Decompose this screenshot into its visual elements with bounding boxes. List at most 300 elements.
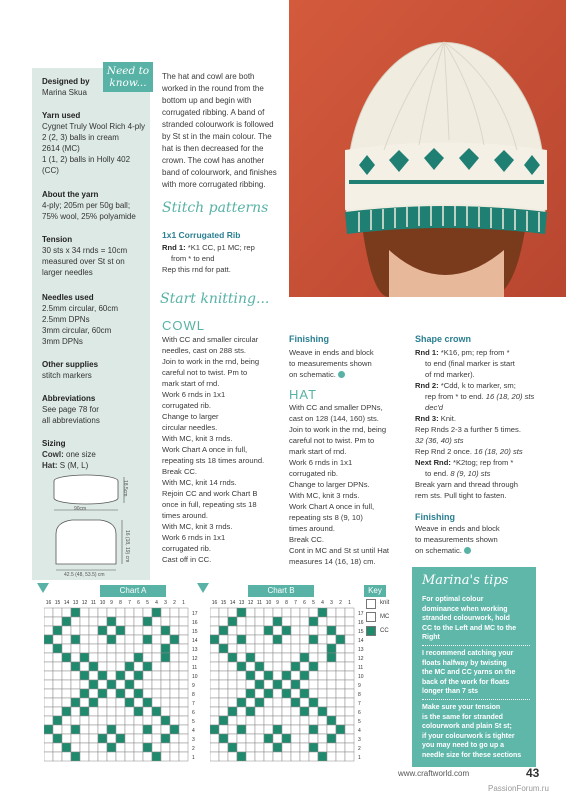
- end-dot-icon: [464, 547, 471, 554]
- chart-b-cell: [318, 743, 327, 752]
- chart-b-cell: [309, 626, 318, 635]
- chart-a-cell: [71, 671, 80, 680]
- chart-a-cell: [143, 752, 152, 761]
- chart-a-cell: [80, 707, 89, 716]
- chart-b-cell: [336, 626, 345, 635]
- chart-b-cell: [300, 680, 309, 689]
- chart-a-cell: [152, 725, 161, 734]
- cowl-line: careful not to twist. Pm to: [162, 368, 248, 377]
- chart-b-cell: [309, 671, 318, 680]
- chart-b-cell: [291, 734, 300, 743]
- chart-a-cell: [170, 689, 179, 698]
- hat-size-label: Hat:: [42, 461, 58, 470]
- chart-a-cell: [98, 734, 107, 743]
- intro-line: by St st in the main colour. The: [162, 132, 272, 141]
- chart-a-cell: [53, 653, 62, 662]
- chart-a-cell: [53, 734, 62, 743]
- chart-a-cell: [170, 644, 179, 653]
- chart-b-cell: [300, 698, 309, 707]
- cowl-line: Cast off in CC.: [162, 555, 212, 564]
- designer-name: Marina Skua: [42, 88, 87, 97]
- chart-b-cell: [210, 716, 219, 725]
- chart-b-row-number: 7: [358, 701, 361, 707]
- chart-a-cell: [62, 707, 71, 716]
- chart-b-cell: [237, 680, 246, 689]
- chart-a-cell: [98, 626, 107, 635]
- chart-a-cell: [80, 662, 89, 671]
- chart-b-cell: [210, 626, 219, 635]
- chart-b-cell: [246, 671, 255, 680]
- chart-b-cell: [246, 626, 255, 635]
- chart-a-cell: [107, 608, 116, 617]
- intro-line: bottom up and begin with: [162, 96, 252, 105]
- chart-b-cell: [228, 716, 237, 725]
- chart-b-cell: [264, 689, 273, 698]
- badge-line-1: Need to: [106, 65, 150, 77]
- chart-b-cell: [336, 743, 345, 752]
- chart-b-cell: [336, 644, 345, 653]
- chart-b-cell: [327, 743, 336, 752]
- tip-line: colourwork and plain St st;: [422, 723, 512, 730]
- cowl-line: times around.: [162, 511, 209, 520]
- chart-b-cell: [345, 662, 354, 671]
- badge-line-2: know...: [109, 77, 147, 89]
- chart-b-cell: [273, 671, 282, 680]
- chart-b-cell: [264, 752, 273, 761]
- chart-a-cell: [125, 644, 134, 653]
- chart-a-cell: [53, 725, 62, 734]
- chart-a-cell: [116, 653, 125, 662]
- chart-b-cell: [237, 698, 246, 707]
- chart-b-cell: [300, 716, 309, 725]
- chart-b-cell: [210, 725, 219, 734]
- chart-b-cell: [255, 608, 264, 617]
- chart-a-cell: [53, 680, 62, 689]
- chart-b-cell: [318, 725, 327, 734]
- chart-a-cell: [80, 617, 89, 626]
- chart-b-cell: [318, 698, 327, 707]
- crown-rnd1-label: Rnd 1:: [415, 348, 439, 357]
- yarn-line: Cygnet Truly Wool Rich 4-ply: [42, 122, 145, 131]
- chart-b-cell: [291, 707, 300, 716]
- intro-line: The hat and cowl are both: [162, 72, 255, 81]
- yarn-line: 1 (1, 2) balls in Holly 402: [42, 155, 131, 164]
- chart-a-cell: [80, 671, 89, 680]
- chart-b-cell: [273, 644, 282, 653]
- chart-b-cell: [255, 734, 264, 743]
- chart-a-cell: [80, 680, 89, 689]
- chart-a-cell: [71, 644, 80, 653]
- chart-b-cell: [309, 608, 318, 617]
- tip-line: needle size for these sections: [422, 751, 522, 759]
- hat-size-value: S (M, L): [59, 461, 89, 470]
- chart-a-cell: [125, 716, 134, 725]
- finishing-line: on schematic.: [289, 370, 336, 379]
- chart-b-row-number: 2: [358, 746, 361, 752]
- chart-a-cell: [62, 752, 71, 761]
- cowl-size: [42, 449, 150, 460]
- chart-a-cell: [143, 644, 152, 653]
- chart-a-cell: [134, 752, 143, 761]
- crown-line: *K16, pm; rep from *: [440, 348, 510, 357]
- other-supplies-section: [42, 359, 150, 381]
- chart-b-cell: [327, 752, 336, 761]
- chart-a-cell: [134, 689, 143, 698]
- chart-b-cell: [228, 662, 237, 671]
- needles-line: 2.5mm circular, 60cm: [42, 304, 119, 313]
- chart-b-cell: [237, 734, 246, 743]
- chart-b-cell: [345, 635, 354, 644]
- chart-a-cell: [53, 707, 62, 716]
- hat-line: Work Chart A once in full,: [289, 502, 375, 511]
- chart-b-cell: [291, 626, 300, 635]
- yarn-line: (CC): [42, 166, 59, 175]
- chart-b-col-number: 14: [229, 600, 236, 606]
- chart-b-cell: [237, 644, 246, 653]
- chart-b-cell: [282, 734, 291, 743]
- chart-b-cell: [291, 689, 300, 698]
- chart-a-cell: [107, 734, 116, 743]
- chart-b-cell: [336, 752, 345, 761]
- tip-line: back of the work for floats: [422, 678, 510, 686]
- chart-b-cell: [255, 716, 264, 725]
- chart-b-cell: [219, 680, 228, 689]
- chart-b-cell: [210, 644, 219, 653]
- chart-a-cell: [179, 734, 188, 743]
- chart-a-cell: [161, 671, 170, 680]
- chart-a-col-number: 12: [81, 600, 88, 606]
- chart-a-cell: [143, 626, 152, 635]
- chart-a-col-number: 16: [45, 600, 52, 606]
- chart-a-row-number: 11: [192, 665, 198, 671]
- chart-b-cell: [345, 608, 354, 617]
- chart-b-cell: [228, 743, 237, 752]
- chart-a-cell: [107, 689, 116, 698]
- chart-b-cell: [282, 716, 291, 725]
- chart-b-cell: [336, 671, 345, 680]
- chart-b-col-number: 2: [339, 600, 342, 606]
- chart-a-cell: [107, 752, 116, 761]
- chart-a-cell: [44, 716, 53, 725]
- chart-b-cell: [219, 716, 228, 725]
- chart-b-cell: [210, 707, 219, 716]
- cowl-line: Change to larger: [162, 412, 219, 421]
- tension-line: measured over St st on: [42, 257, 125, 266]
- chart-a-cell: [170, 635, 179, 644]
- chart-a-cell: [161, 752, 170, 761]
- chart-a-cell: [71, 707, 80, 716]
- chart-a-cell: [71, 626, 80, 635]
- chart-a-cell: [179, 716, 188, 725]
- chart-b-cell: [264, 680, 273, 689]
- chart-a-cell: [89, 707, 98, 716]
- chart-b-cell: [309, 698, 318, 707]
- rnd1-label: Rnd 1:: [162, 243, 186, 252]
- hat-line: mark start of rnd.: [289, 447, 347, 456]
- tip-divider: [422, 699, 530, 700]
- hat-line: With CC and smaller DPNs,: [289, 403, 383, 412]
- chart-a-cell: [98, 635, 107, 644]
- chart-b-cell: [246, 698, 255, 707]
- chart-a-cell: [179, 626, 188, 635]
- chart-b-cell: [210, 698, 219, 707]
- chart-b-cell: [318, 716, 327, 725]
- chart-a-cell: [161, 680, 170, 689]
- chart-b-cell: [282, 617, 291, 626]
- chart-b-col-number: 12: [247, 600, 254, 606]
- chart-b-cell: [336, 680, 345, 689]
- chart-a-cell: [44, 662, 53, 671]
- chart-a-cell: [125, 662, 134, 671]
- chart-a-cell: [170, 671, 179, 680]
- chart-b-cell: [255, 671, 264, 680]
- chart-a-cell: [125, 698, 134, 707]
- chart-a-col-number: 2: [173, 600, 176, 606]
- cowl-line: Work 6 rnds in 1x1: [162, 390, 226, 399]
- crown-rnd3-label: Rnd 3:: [415, 414, 439, 423]
- chart-a-cell: [143, 680, 152, 689]
- chart-a-cell: [161, 698, 170, 707]
- chart-b-cell: [228, 653, 237, 662]
- chart-b-cell: [309, 662, 318, 671]
- hat-line: corrugated rib.: [289, 469, 338, 478]
- chart-b-cell: [345, 743, 354, 752]
- chart-b-cell: [255, 680, 264, 689]
- chart-b-cell: [210, 635, 219, 644]
- chart-a-cell: [44, 671, 53, 680]
- chart-a-cell: [71, 734, 80, 743]
- chart-a-cell: [62, 743, 71, 752]
- chart-b-cell: [345, 752, 354, 761]
- chart-b-cell: [318, 707, 327, 716]
- tip-divider: [422, 645, 530, 646]
- chart-a-row-number: 1: [192, 755, 195, 761]
- corrugated-rib-heading: 1x1 Corrugated Rib: [162, 230, 241, 240]
- chart-a-col-number: 13: [72, 600, 79, 606]
- chart-b-cell: [282, 671, 291, 680]
- chart-a-cell: [134, 653, 143, 662]
- chart-b-cell: [246, 653, 255, 662]
- chart-a-cell: [152, 662, 161, 671]
- cowl-line: Rejoin CC and work Chart B: [162, 489, 258, 498]
- cowl-line: once in full, repeating sts 18: [162, 500, 257, 509]
- chart-b-cell: [336, 689, 345, 698]
- chart-a-cell: [170, 734, 179, 743]
- chart-a-cell: [116, 626, 125, 635]
- chart-b-cell: [246, 644, 255, 653]
- chart-a-cell: [53, 689, 62, 698]
- chart-a-col-number: 4: [155, 600, 158, 606]
- chart-a-cell: [107, 725, 116, 734]
- tip-line: dominance when working: [422, 605, 508, 613]
- chart-a-cell: [116, 716, 125, 725]
- tip-line: For optimal colour: [422, 596, 484, 603]
- hat-heading: HAT: [289, 387, 318, 402]
- cowl-size-value: one size: [66, 450, 96, 459]
- chart-b-cell: [327, 671, 336, 680]
- chart-b-cell: [228, 752, 237, 761]
- designed-by-heading: Designed by: [42, 77, 90, 86]
- cowl-line: With MC, knit 3 rnds.: [162, 522, 233, 531]
- chart-a-cell: [107, 707, 116, 716]
- chart-a-cell: [44, 653, 53, 662]
- chart-b-col-number: 5: [312, 600, 315, 606]
- chart-a-cell: [152, 617, 161, 626]
- chart-b-cell: [255, 743, 264, 752]
- chart-a-cell: [62, 689, 71, 698]
- chart-a-cell: [80, 716, 89, 725]
- chart-b-cell: [264, 734, 273, 743]
- chart-a-cell: [170, 698, 179, 707]
- chart-a-cell: [179, 671, 188, 680]
- chart-b-cell: [318, 644, 327, 653]
- intro-line: crown. The cowl has another: [162, 156, 265, 165]
- chart-b-cell: [255, 752, 264, 761]
- finishing-line: on schematic.: [415, 546, 462, 555]
- chart-b-cell: [273, 617, 282, 626]
- chart-b-cell: [345, 617, 354, 626]
- chart-a-cell: [89, 734, 98, 743]
- cowl-line: corrugated rib.: [162, 401, 211, 410]
- chart-a-cell: [71, 662, 80, 671]
- tip-line: is the same for stranded: [422, 713, 503, 721]
- yarn-line: 2614 (MC): [42, 144, 80, 153]
- chart-a-cell: [116, 752, 125, 761]
- chart-a-cell: [44, 635, 53, 644]
- chart-b-cell: [291, 653, 300, 662]
- chart-a-cell: [89, 671, 98, 680]
- chart-b-cell: [228, 608, 237, 617]
- cowl-line: Join to work in the rnd, being: [162, 357, 260, 366]
- chart-a-cell: [44, 734, 53, 743]
- finishing-heading: Finishing: [289, 334, 329, 344]
- chart-a-cell: [89, 689, 98, 698]
- chart-a-cell: [179, 707, 188, 716]
- chart-a-cell: [179, 662, 188, 671]
- tension-heading: Tension: [42, 235, 73, 244]
- chart-b-cell: [318, 662, 327, 671]
- hat-photo: [289, 0, 566, 297]
- chart-b-cell: [246, 662, 255, 671]
- chart-a-cell: [107, 626, 116, 635]
- chart-a-cell: [179, 698, 188, 707]
- chart-b-cell: [264, 653, 273, 662]
- chart-b-cell: [264, 698, 273, 707]
- chart-b-col-number: 3: [330, 600, 333, 606]
- tension-section: [42, 234, 150, 278]
- chart-a-col-number: 14: [63, 600, 70, 606]
- chart-a-cell: [80, 752, 89, 761]
- chart-a-cell: [53, 698, 62, 707]
- tip-line: Make sure your tension: [422, 704, 501, 711]
- chart-b-cell: [210, 743, 219, 752]
- chart-b-cell: [273, 608, 282, 617]
- chart-b-cell: [255, 662, 264, 671]
- chart-a-cell: [134, 743, 143, 752]
- key-mc-label: MC: [380, 614, 390, 620]
- chart-a-cell: [161, 653, 170, 662]
- chart-b-cell: [219, 644, 228, 653]
- chart-b-cell: [282, 743, 291, 752]
- finishing-instructions: [415, 523, 537, 556]
- chart-b-cell: [264, 608, 273, 617]
- chart-a-cell: [152, 635, 161, 644]
- cowl-line: With CC and smaller circular: [162, 335, 259, 344]
- abbreviations-line: See page 78 for: [42, 405, 99, 414]
- yarn-used-heading: Yarn used: [42, 111, 81, 120]
- crown-next-rnd-label: Next Rnd:: [415, 458, 451, 467]
- chart-a-cell: [89, 653, 98, 662]
- chart-b-cell: [336, 716, 345, 725]
- chart-b-cell: [237, 689, 246, 698]
- chart-a-cell: [62, 716, 71, 725]
- hat-width-label: 42.5 (48, 53.5) cm: [64, 572, 105, 578]
- chart-b-svg: [210, 596, 376, 763]
- chart-a-cell: [143, 689, 152, 698]
- chart-a-cell: [53, 662, 62, 671]
- chart-b-cell: [255, 653, 264, 662]
- chart-a-cell: [53, 716, 62, 725]
- chart-b-row-number: 11: [358, 665, 364, 671]
- chart-b-cell: [291, 716, 300, 725]
- chart-b-cell: [273, 662, 282, 671]
- chart-b-cell: [291, 725, 300, 734]
- chart-a-cell: [161, 608, 170, 617]
- chart-b-cell: [318, 635, 327, 644]
- cowl-width-label: 90cm: [74, 506, 87, 512]
- chart-b-cell: [255, 626, 264, 635]
- chart-b-cell: [345, 734, 354, 743]
- chart-a-cell: [134, 608, 143, 617]
- chart-b-cell: [210, 653, 219, 662]
- chart-b-cell: [282, 680, 291, 689]
- chart-a-cell: [107, 635, 116, 644]
- chart-b-cell: [237, 671, 246, 680]
- hat-line: Join to work in the rnd, being: [289, 425, 387, 434]
- hat-height-label: 16 (18, 19) cm: [124, 530, 130, 563]
- chart-b-cell: [291, 608, 300, 617]
- chart-a-cell: [44, 680, 53, 689]
- chart-b-col-number: 15: [220, 600, 227, 606]
- crown-line: rem sts. Pull tight to fasten.: [415, 491, 507, 500]
- finishing-line: Weave in ends and block: [289, 348, 374, 357]
- chart-b-cell: [246, 608, 255, 617]
- chart-b-cell: [246, 716, 255, 725]
- chart-b-cell: [255, 635, 264, 644]
- arrow-down-icon: [197, 583, 209, 593]
- chart-a-cell: [134, 698, 143, 707]
- rep-line: Rep this rnd for patt.: [162, 265, 231, 274]
- chart-b-cell: [345, 680, 354, 689]
- chart-a-cell: [152, 608, 161, 617]
- chart-b-cell: [264, 626, 273, 635]
- chart-b-cell: [327, 617, 336, 626]
- sizing-heading: Sizing: [42, 439, 66, 448]
- chart-b-cell: [327, 653, 336, 662]
- chart-b-row-number: 13: [358, 647, 364, 653]
- cowl-line: circular needles.: [162, 423, 218, 432]
- chart-a-cell: [62, 725, 71, 734]
- chart-b-cell: [264, 707, 273, 716]
- chart-a-row-number: 3: [192, 737, 195, 743]
- chart-a-cell: [44, 626, 53, 635]
- chart-b-cell: [273, 653, 282, 662]
- chart-b-cell: [282, 608, 291, 617]
- tip-line: Right: [422, 634, 440, 641]
- tip-line: you may need to go up a: [422, 742, 505, 749]
- crown-stitch-count: 8 (9, 10) sts: [450, 469, 491, 478]
- intro-line: worked in the round from the: [162, 84, 264, 93]
